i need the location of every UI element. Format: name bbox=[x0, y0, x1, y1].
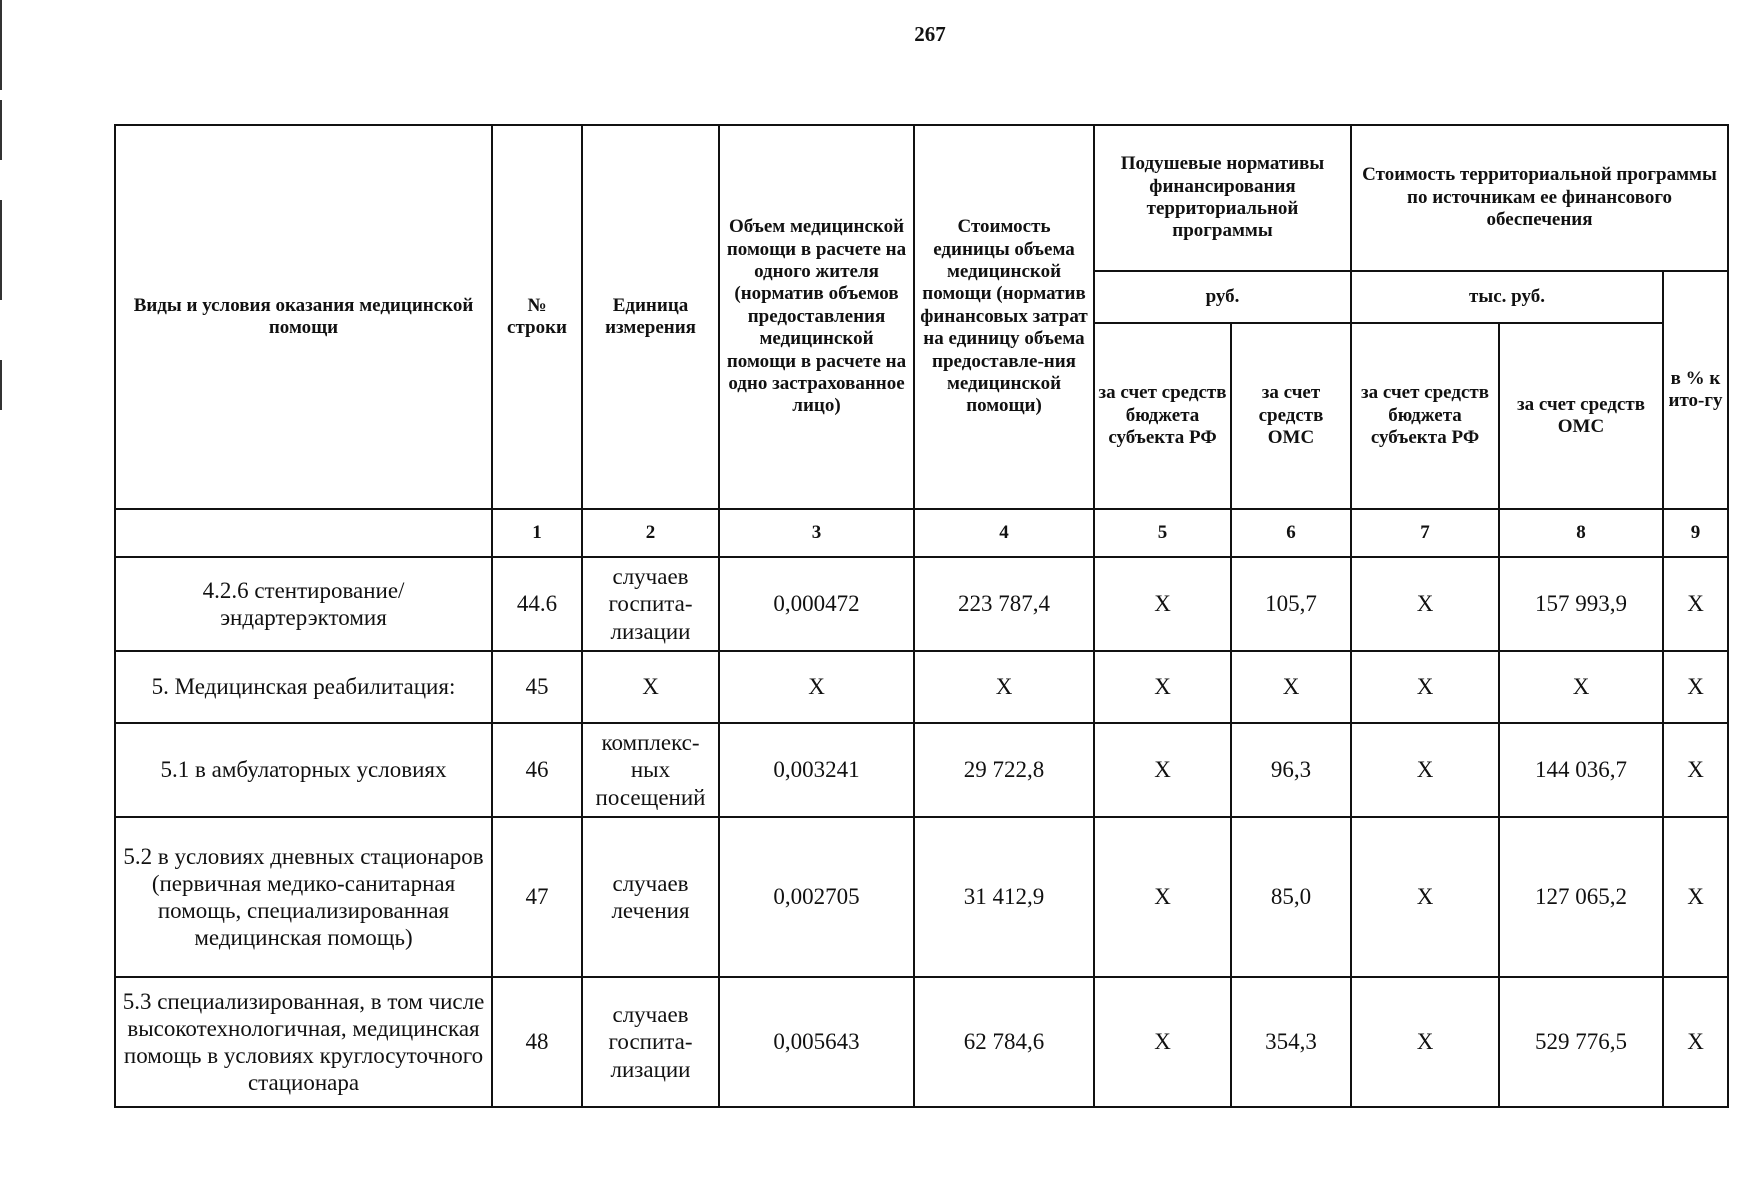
cell-tc-budget: X bbox=[1351, 723, 1499, 817]
cell-pc-budget: X bbox=[1094, 723, 1231, 817]
header-cost: Стоимость единицы объема медицинской помощи (норматив финансовых затрат на единицу объема предоставле-ния медицинской помощи) bbox=[914, 125, 1094, 509]
cell-volume: 0,003241 bbox=[719, 723, 914, 817]
table-row bbox=[115, 651, 1728, 723]
cell-unit: случаев госпита-лизации bbox=[582, 977, 719, 1107]
scan-edge-mark bbox=[0, 100, 2, 160]
column-number bbox=[115, 509, 492, 557]
scan-edge-mark bbox=[0, 0, 2, 90]
cell-pc-oms: 354,3 bbox=[1231, 977, 1351, 1107]
norms-table bbox=[114, 124, 1729, 1108]
cell-tc-budget: X bbox=[1351, 977, 1499, 1107]
cell-percent: X bbox=[1663, 977, 1728, 1107]
cell-tc-oms: 127 065,2 bbox=[1499, 817, 1663, 977]
header-unit-rub: руб. bbox=[1094, 271, 1351, 323]
column-number: 8 bbox=[1499, 509, 1663, 557]
cell-percent: X bbox=[1663, 557, 1728, 651]
column-number: 3 bbox=[719, 509, 914, 557]
cell-cost: 29 722,8 bbox=[914, 723, 1094, 817]
cell-kind: 4.2.6 стентирование/ эндартерэктомия bbox=[115, 557, 492, 651]
cell-row-no: 47 bbox=[492, 817, 582, 977]
header-group-program-cost: Стоимость территориальной программы по источникам ее финансового обеспечения bbox=[1351, 125, 1728, 271]
table-row bbox=[115, 557, 1728, 651]
cell-volume: 0,000472 bbox=[719, 557, 914, 651]
scan-edge-mark bbox=[0, 200, 2, 300]
cell-tc-budget: X bbox=[1351, 817, 1499, 977]
cell-percent: X bbox=[1663, 651, 1728, 723]
column-number: 1 bbox=[492, 509, 582, 557]
cell-volume: 0,002705 bbox=[719, 817, 914, 977]
header-group-per-capita: Подушевые нормативы финансирования территориальной программы bbox=[1094, 125, 1351, 271]
cell-pc-oms: X bbox=[1231, 651, 1351, 723]
cell-unit: комплекс-ных посещений bbox=[582, 723, 719, 817]
column-number: 9 bbox=[1663, 509, 1728, 557]
cell-cost: 62 784,6 bbox=[914, 977, 1094, 1107]
cell-tc-oms: 157 993,9 bbox=[1499, 557, 1663, 651]
cell-kind: 5. Медицинская реабилитация: bbox=[115, 651, 492, 723]
cell-row-no: 44.6 bbox=[492, 557, 582, 651]
table-body bbox=[115, 557, 1728, 1107]
cell-tc-budget: X bbox=[1351, 557, 1499, 651]
column-number: 4 bbox=[914, 509, 1094, 557]
cell-kind: 5.3 специализированная, в том числе высокотехнологичная, медицинская помощь в условиях круглосуточного стационара bbox=[115, 977, 492, 1107]
cell-unit: случаев госпита-лизации bbox=[582, 557, 719, 651]
cell-percent: X bbox=[1663, 817, 1728, 977]
table-row bbox=[115, 817, 1728, 977]
column-numbers-row bbox=[115, 509, 1728, 557]
header-pc-oms: за счет средств ОМС bbox=[1231, 323, 1351, 509]
cell-row-no: 48 bbox=[492, 977, 582, 1107]
cell-pc-oms: 96,3 bbox=[1231, 723, 1351, 817]
table-row bbox=[115, 977, 1728, 1107]
cell-pc-oms: 105,7 bbox=[1231, 557, 1351, 651]
page-number: 267 bbox=[914, 22, 946, 46]
header-unit: Единица измерения bbox=[582, 125, 719, 509]
cell-cost: 223 787,4 bbox=[914, 557, 1094, 651]
cell-unit: случаев лечения bbox=[582, 817, 719, 977]
cell-volume: 0,005643 bbox=[719, 977, 914, 1107]
header-unit-thousand-rub: тыс. руб. bbox=[1351, 271, 1663, 323]
cell-pc-budget: X bbox=[1094, 977, 1231, 1107]
cell-pc-budget: X bbox=[1094, 651, 1231, 723]
header-volume: Объем медицинской помощи в расчете на одного жителя (норматив объемов предоставления медицинской помощи в расчете на одно застрахованное лицо) bbox=[719, 125, 914, 509]
cell-tc-oms: 144 036,7 bbox=[1499, 723, 1663, 817]
cell-volume: X bbox=[719, 651, 914, 723]
column-number: 5 bbox=[1094, 509, 1231, 557]
cell-percent: X bbox=[1663, 723, 1728, 817]
cell-pc-oms: 85,0 bbox=[1231, 817, 1351, 977]
cell-kind: 5.1 в амбулаторных условиях bbox=[115, 723, 492, 817]
cell-row-no: 46 bbox=[492, 723, 582, 817]
header-tc-oms: за счет средств ОМС bbox=[1499, 323, 1663, 509]
column-number: 6 bbox=[1231, 509, 1351, 557]
cell-unit: X bbox=[582, 651, 719, 723]
table-row bbox=[115, 723, 1728, 817]
cell-tc-oms: 529 776,5 bbox=[1499, 977, 1663, 1107]
header-kind: Виды и условия оказания медицинской помощи bbox=[115, 125, 492, 509]
cell-cost: 31 412,9 bbox=[914, 817, 1094, 977]
cell-pc-budget: X bbox=[1094, 817, 1231, 977]
column-number: 7 bbox=[1351, 509, 1499, 557]
cell-kind: 5.2 в условиях дневных стационаров (первичная медико-санитарная помощь, специализированная медицинская помощь) bbox=[115, 817, 492, 977]
header-pc-budget: за счет средств бюджета субъекта РФ bbox=[1094, 323, 1231, 509]
cell-row-no: 45 bbox=[492, 651, 582, 723]
table-header bbox=[115, 125, 1728, 557]
header-tc-budget: за счет средств бюджета субъекта РФ bbox=[1351, 323, 1499, 509]
cell-cost: X bbox=[914, 651, 1094, 723]
cell-tc-budget: X bbox=[1351, 651, 1499, 723]
cell-tc-oms: X bbox=[1499, 651, 1663, 723]
cell-pc-budget: X bbox=[1094, 557, 1231, 651]
column-number: 2 bbox=[582, 509, 719, 557]
header-percent: в % к ито-гу bbox=[1663, 271, 1728, 509]
scan-edge-mark bbox=[0, 360, 2, 410]
header-row-no: № строки bbox=[492, 125, 582, 509]
